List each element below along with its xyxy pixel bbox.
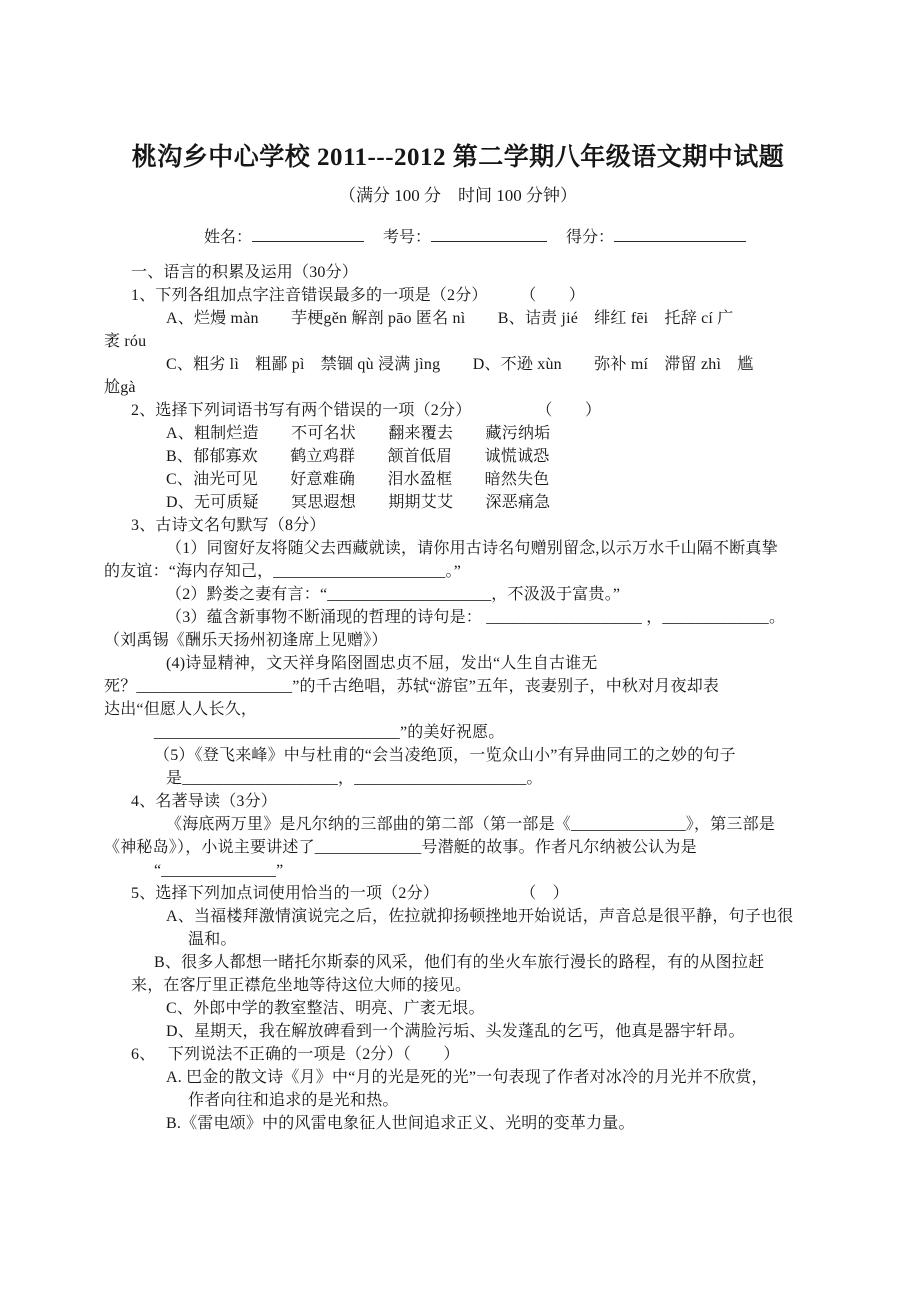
header-fields-row xyxy=(104,227,812,249)
q1-option-b-continuation: 袤 róu xyxy=(104,333,147,350)
q5-option-a-line1: A、当福楼拜激情演说完之后，佐拉就抑扬顿挫地开始说话，声音总是很平静，句子也很 xyxy=(166,908,794,925)
section-1-heading: 一、语言的积累及运用（30分） xyxy=(131,264,359,281)
q4-text-line3: “______________” xyxy=(154,862,284,879)
q2-option-d: D、无可质疑 冥思遐想 期期艾艾 深恶痛急 xyxy=(166,494,551,511)
score-underline xyxy=(614,227,746,242)
q2-stem: 2、选择下列词语书写有两个错误的一项（2分） （ ） xyxy=(131,402,602,419)
q6-option-a-line1: A. 巴金的散文诗《月》中“月的光是死的光”一句表现了作者对冰冷的月光并不欣赏， xyxy=(166,1069,768,1086)
exam-no-underline xyxy=(431,227,547,242)
q1-stem: 1、下列各组加点字注音错误最多的一项是（2分） （ ） xyxy=(131,287,586,304)
q3-item4-line2: 死？___________________”的千古绝唱，苏轼“游宦”五年，丧妻别子，中秋对月夜却表 xyxy=(104,678,720,695)
exam-no-field xyxy=(383,229,547,246)
q6-option-a-line2: 作者向往和追求的是光和热。 xyxy=(188,1092,399,1109)
q3-item4-line3: 达出“但愿人人长久， xyxy=(104,701,258,718)
name-underline xyxy=(252,227,364,242)
q3-item4-line4: ______________________________”的美好祝愿。 xyxy=(154,724,505,741)
q4-stem: 4、名著导读（3分） xyxy=(131,793,278,810)
q5-option-b-line1: B、很多人都想一睹托尔斯泰的风采，他们有的坐火车旅行漫长的路程，有的从图拉赶 xyxy=(154,954,765,971)
score-label: 得分： xyxy=(566,229,615,246)
q3-item2: （2）黔娄之妻有言：“____________________，不汲汲于富贵。” xyxy=(166,586,621,603)
q3-item3: （3）蕴含新事物不断涌现的哲理的诗句是： ___________________ ，_____________。 xyxy=(166,609,786,626)
q2-option-b: B、郁郁寡欢 鹤立鸡群 颔首低眉 诚慌诚恐 xyxy=(166,448,550,465)
q3-item3-source: （刘禹锡《酬乐天扬州初逢席上见赠》） xyxy=(104,632,388,649)
q4-text-line2: 《神秘岛》），小说主要讲述了_____________号潜艇的故事。作者凡尔纳被公认为是 xyxy=(104,839,697,856)
name-label: 姓名： xyxy=(204,229,253,246)
name-field xyxy=(204,229,364,246)
q3-item5-line1: （5）《登飞来峰》中与杜甫的“会当凌绝顶，一览众山小”有异曲同工的之妙的句子 xyxy=(154,747,736,764)
exam-body xyxy=(104,261,812,1135)
page-title: 桃沟乡中心学校 2011---2012 第二学期八年级语文期中试题 xyxy=(131,144,785,171)
q3-item1-line1: （1）同窗好友将随父去西藏就读，请你用古诗名句赠别留念,以示万水千山隔不断真挚 xyxy=(166,540,778,557)
q3-item5-line2: 是___________________，_____________________。 xyxy=(166,770,543,787)
q3-item4-line1: (4)诗显精神，文天祥身陷囹圄忠贞不屈，发出“人生自古谁无 xyxy=(166,655,598,672)
q1-options-ab: A、烂熳 màn 芋梗gěn 解剖 pāo 匿名 nì B、诘责 jié 绯红 fēi 托辞 cí 广 xyxy=(166,310,734,327)
q1-option-d-continuation: 尬gà xyxy=(104,379,136,396)
q6-option-b: B.《雷电颂》中的风雷电象征人世间追求正义、光明的变革力量。 xyxy=(166,1115,635,1132)
q5-option-b-line2: 来，在客厅里正襟危坐地等待这位大师的接见。 xyxy=(131,977,472,994)
q3-item1-line2: 的友谊：“海内存知己，_____________________。” xyxy=(104,563,462,580)
q4-text-line1: 《海底两万里》是凡尔纳的三部曲的第二部（第一部是《______________》，第三部是 xyxy=(166,816,776,833)
q5-option-a-line2: 温和。 xyxy=(188,931,237,948)
page-subtitle: （满分 100 分 时间 100 分钟） xyxy=(339,186,577,205)
q6-stem: 6、 下列说法不正确的一项是（2分）（ ） xyxy=(131,1046,460,1063)
q2-option-c: C、油光可见 好意难确 泪水盈框 暗然失色 xyxy=(166,471,550,488)
score-field xyxy=(566,229,746,246)
q1-options-cd: C、粗劣 lì 粗鄙 pì 禁锢 qù 浸满 jìng D、不逊 xùn 弥补 mí 滞留 zhì 尴 xyxy=(166,356,754,373)
q5-option-c: C、外郎中学的教室整洁、明亮、广袤无垠。 xyxy=(166,1000,485,1017)
q5-stem: 5、选择下列加点词使用恰当的一项（2分） （ ） xyxy=(131,885,569,902)
q5-option-d: D、星期天，我在解放碑看到一个满脸污垢、头发蓬乱的乞丐，他真是器宇轩昂。 xyxy=(166,1023,745,1040)
exam-no-label: 考号： xyxy=(383,229,432,246)
q3-stem: 3、古诗文名句默写（8分） xyxy=(131,517,326,534)
q2-option-a: A、粗制烂造 不可名状 翻来覆去 藏污纳垢 xyxy=(166,425,551,442)
